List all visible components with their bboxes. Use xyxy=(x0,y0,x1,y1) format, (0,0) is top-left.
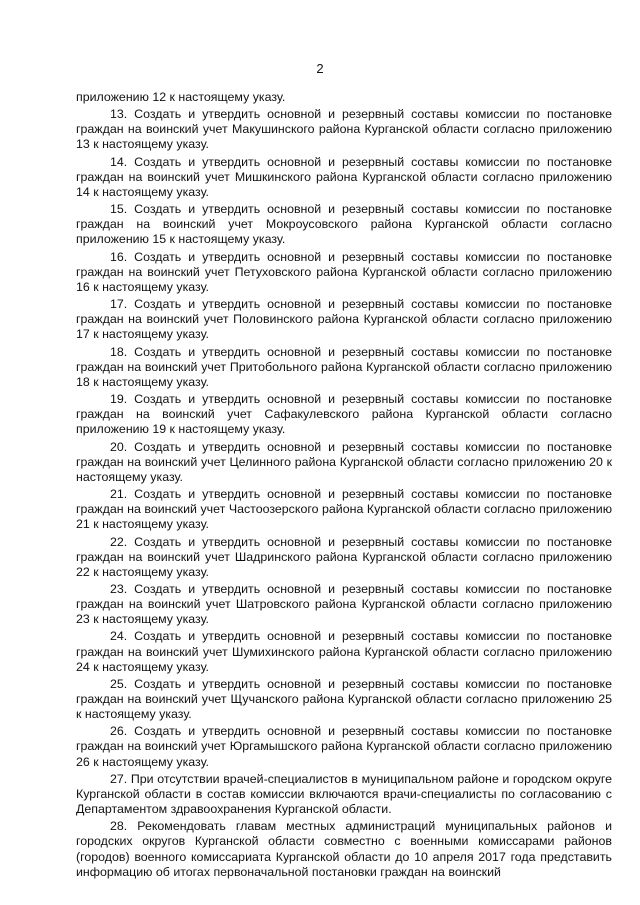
paragraph-14: 14. Создать и утвердить основной и резервный составы комиссии по постановке граждан на воинский учет Мишкинского района Курганской области согласно приложению 14 к настоящему указу. xyxy=(76,154,612,199)
paragraph-24: 24. Создать и утвердить основной и резервный составы комиссии по постановке граждан на воинский учет Шумихинского района Курганской области согласно приложению 24 к настоящему указу. xyxy=(76,629,612,674)
paragraph-27: 27. При отсутствии врачей-специалистов в муниципальном районе и городском округе Курганской области в состав комиссии включаются врачи-специалисты по согласованию с Департаментом здравоохранения Курганской области. xyxy=(76,771,612,817)
paragraph-18: 18. Создать и утвердить основной и резервный составы комиссии по постановке граждан на воинский учет Притобольного района Курганской области согласно приложению 18 к настоящему указу. xyxy=(76,344,612,389)
page-number: 2 xyxy=(316,61,324,76)
paragraph-22: 22. Создать и утвердить основной и резервный составы комиссии по постановке граждан на воинский учет Шадринского района Курганской области согласно приложению 22 к настоящему указу. xyxy=(76,534,612,579)
document-body xyxy=(76,90,612,882)
paragraph-16: 16. Создать и утвердить основной и резервный составы комиссии по постановке граждан на воинский учет Петуховского района Курганской области согласно приложению 16 к настоящему указу. xyxy=(76,249,612,294)
paragraph-26: 26. Создать и утвердить основной и резервный составы комиссии по постановке граждан на воинский учет Юргамышского района Курганской области согласно приложению 26 к настоящему указу. xyxy=(76,724,612,769)
paragraph-13: 13. Создать и утвердить основной и резервный составы комиссии по постановке граждан на воинский учет Макушинского района Курганской области согласно приложению 13 к настоящему указу. xyxy=(76,107,612,152)
paragraph-21: 21. Создать и утвердить основной и резервный составы комиссии по постановке граждан на воинский учет Частоозерского района Курганской области согласно приложению 21 к настоящему указу. xyxy=(76,487,612,532)
paragraph-20: 20. Создать и утвердить основной и резервный составы комиссии по постановке граждан на воинский учет Целинного района Курганской области согласно приложению 20 к настоящему указу. xyxy=(76,439,612,484)
paragraph-28: 28. Рекомендовать главам местных администраций муниципальных районов и городских округов Курганской области совместно с военными комиссарами районов (городов) военного комиссариата Курганской области до 10 апреля 2017 года представить информацию об итогах первоначальной постановки граждан на воинский xyxy=(76,819,612,879)
paragraph-15: 15. Создать и утвердить основной и резервный составы комиссии по постановке граждан на воинский учет Мокроусовского района Курганской области согласно приложению 15 к настоящему указу. xyxy=(76,202,612,247)
paragraph-17: 17. Создать и утвердить основной и резервный составы комиссии по постановке граждан на воинский учет Половинского района Курганской области согласно приложению 17 к настоящему указу. xyxy=(76,297,612,342)
paragraph-25: 25. Создать и утвердить основной и резервный составы комиссии по постановке граждан на воинский учет Щучанского района Курганской области согласно приложению 25 к настоящему указу. xyxy=(76,676,612,722)
paragraph-19: 19. Создать и утвердить основной и резервный составы комиссии по постановке граждан на воинский учет Сафакулевского района Курганской области согласно приложению 19 к настоящему указу. xyxy=(76,392,612,437)
paragraph-23: 23. Создать и утвердить основной и резервный составы комиссии по постановке граждан на воинский учет Шатровского района Курганской области согласно приложению 23 к настоящему указу. xyxy=(76,581,612,627)
paragraph-continuation: приложению 12 к настоящему указу. xyxy=(76,90,286,104)
